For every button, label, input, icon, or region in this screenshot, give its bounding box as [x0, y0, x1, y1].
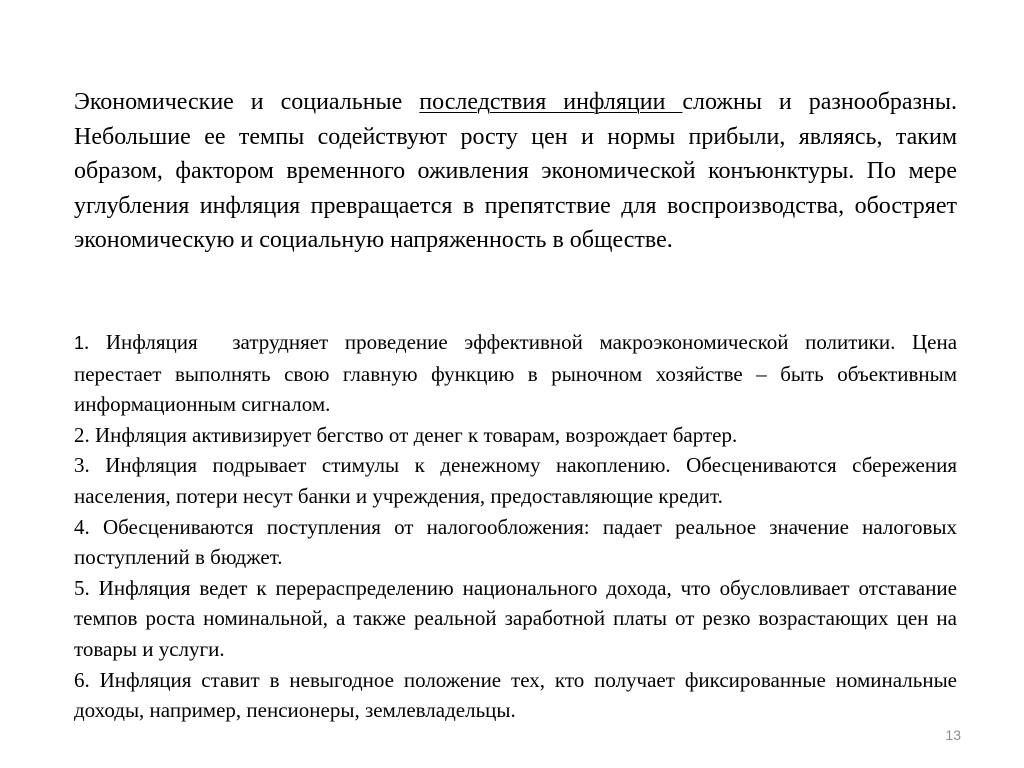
list-item: 6. Инфляция ставит в невыгодное положение тех, кто получает фиксированные номинальные доходы, например, пенсионеры, землевладельцы. — [74, 667, 957, 723]
page-number: 13 — [945, 727, 961, 743]
list-item: 2. Инфляция активизирует бегство от денег к товарам, возрождает бартер. — [74, 422, 738, 447]
consequences-list — [74, 327, 957, 726]
intro-prefix: Экономические и социальные — [74, 89, 420, 115]
intro-paragraph — [74, 85, 957, 258]
intro-suffix: сложны и разнообразны. Небольшие ее темпы содействуют росту цен и нормы прибыли, являясь, таким образом, фактором временного оживления экономической конъюнктуры. По мере углубления инфляция превращается в препятствие для воспроизводства, обостряет экономическую и социальную напряженность в обществе. — [74, 89, 958, 253]
list-item: 4. Обесцениваются поступления от налогообложения: падает реальное значение налоговых поступлений в бюджет. — [74, 514, 957, 570]
underlined-term[interactable]: последствия инфляции — [419, 89, 683, 115]
item-lead: Инфляция — [89, 330, 198, 354]
item-separator: . — [84, 330, 90, 354]
item-number: 1 — [74, 333, 85, 353]
list-item: 3. Инфляция подрывает стимулы к денежному накоплению. Обесцениваются сбережения населения, потери несут банки и учреждения, предоставляющие кредит. — [74, 453, 957, 508]
list-item — [74, 327, 957, 420]
list-item: 5. Инфляция ведет к перераспределению национального дохода, что обусловливает отставание темпов роста номинальной, а также реальной заработной платы от резко возрастающих цен на товары и услуги. — [74, 575, 957, 661]
item-text: затрудняет проведение эффективной макроэкономической политики. Цена перестает выполнять свою главную функцию в рыночном хозяйстве – быть объективным информационным сигналом. — [74, 330, 958, 417]
